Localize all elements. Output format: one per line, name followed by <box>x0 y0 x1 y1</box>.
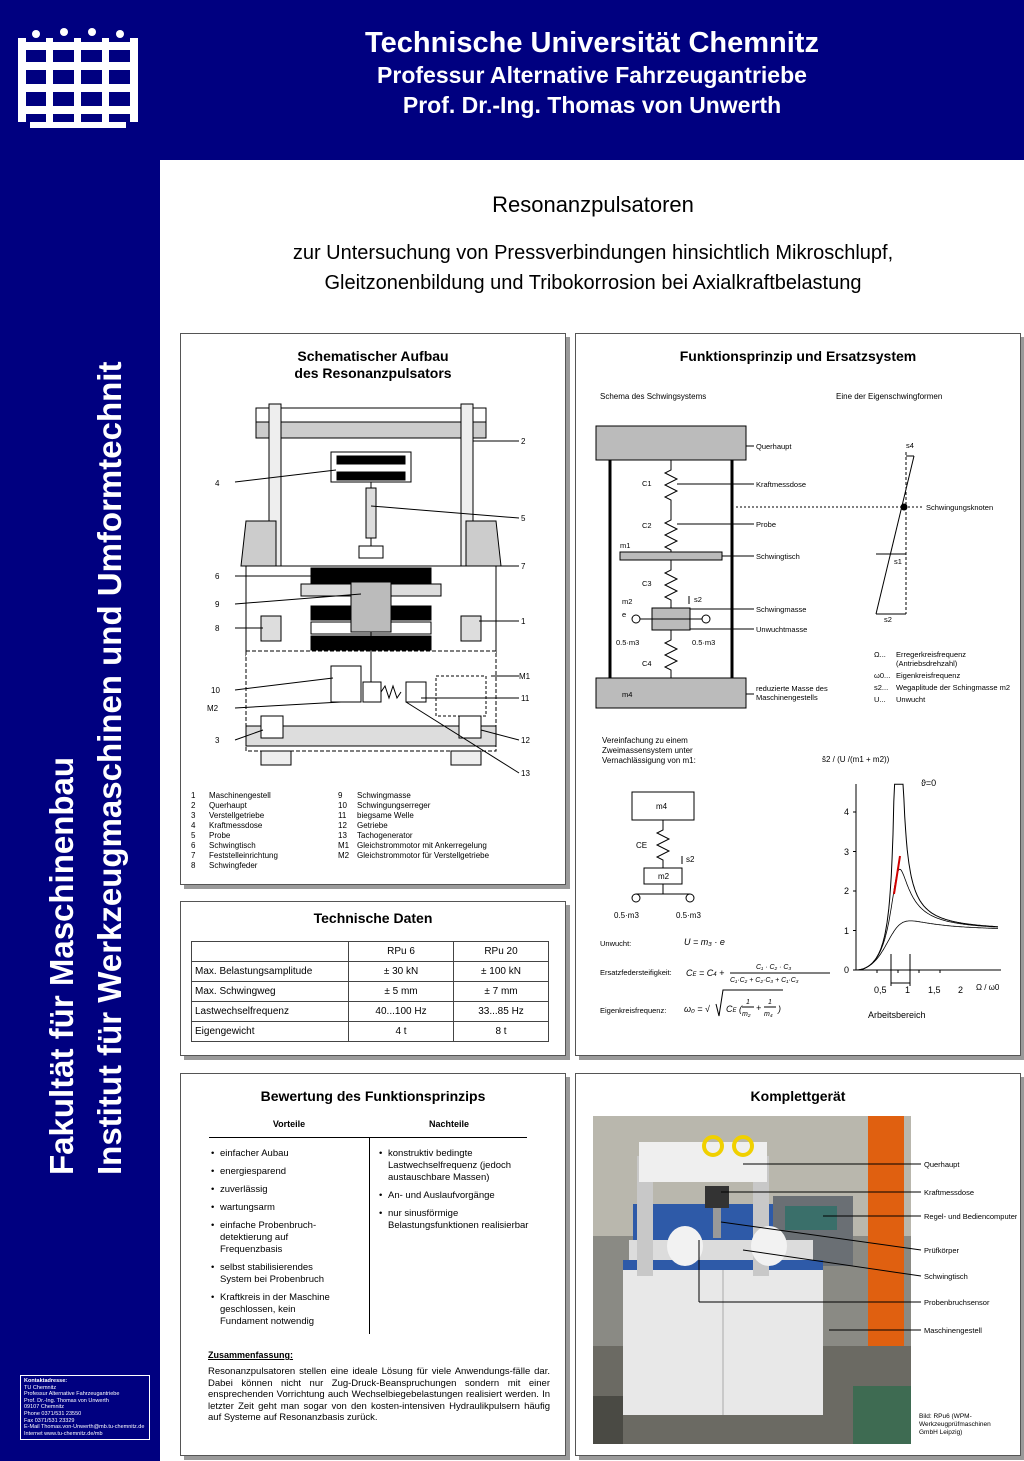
poster-subtitle <box>180 238 1006 298</box>
summary-label: Zusammenfassung: <box>208 1350 294 1360</box>
symbol-m4: m4 <box>622 690 633 699</box>
svg-text:C₁·C₂ + C₂·C₃ + C₁·C₃: C₁·C₂ + C₂·C₃ + C₁·C₃ <box>730 977 799 984</box>
schematic-callout: 11 <box>521 694 530 703</box>
poster-subtitle-line: zur Untersuchung von Pressverbindungen hinsichtlich Mikroschlupf, <box>292 242 894 264</box>
poster-title: Resonanzpulsatoren <box>492 192 694 217</box>
symbol-e: e <box>622 610 627 619</box>
y-tick-label: 1 <box>844 926 850 936</box>
photo-label: Prüfkörper <box>924 1246 960 1255</box>
symbol-legend-row: ω0... Eigenkreisfrequenz <box>874 671 961 680</box>
table-row <box>192 962 549 982</box>
svg-text:U = m₃ · e: U = m₃ · e <box>684 937 725 947</box>
symbol-c2: C2 <box>642 521 652 530</box>
symbol-m1: m1 <box>620 541 631 550</box>
simplification-line: Vereinfachung zu einem <box>602 736 688 745</box>
table-cell: ± 100 kN <box>454 962 549 982</box>
contact-line: 09107 Chemnitz <box>24 1404 65 1411</box>
symbol-s2: s2 <box>694 595 702 604</box>
part-label: Querhaupt <box>756 442 792 451</box>
legend-row: 12 Getriebe <box>338 821 388 830</box>
symbol-legend-row: U... Unwucht <box>874 695 926 704</box>
list-item: • energiesparend <box>211 1166 341 1178</box>
x-axis-label: Ω / ω0 <box>976 983 1000 992</box>
table-cell: Max. Belastungsamplitude <box>192 962 349 982</box>
list-item: • Kraftkreis in der Maschine geschlossen, kein Fundament notwendig <box>211 1292 341 1328</box>
part-label: reduzierte Masse des <box>756 684 828 693</box>
techdata-table <box>191 941 549 1042</box>
eigen-label: Eine der Eigenschwingformen <box>836 392 943 401</box>
nachteile-list <box>379 1148 529 1238</box>
formula-label-eigenkreisfrequenz: Eigenkreisfrequenz: <box>600 1006 667 1015</box>
schematic-panel <box>180 333 566 885</box>
schematic-callout: 10 <box>211 686 220 695</box>
komplett-panel <box>575 1073 1021 1456</box>
sidebar-vertical-text <box>38 175 134 1175</box>
list-item: • einfacher Aubau <box>211 1148 341 1160</box>
list-item: • einfache Probenbruch-detektierung auf Frequenzbasis <box>211 1220 341 1256</box>
y-tick-label: 0 <box>844 965 850 975</box>
symbol-c1: C1 <box>642 479 652 488</box>
legend-row: 7 Feststelleinrichtung <box>191 851 278 860</box>
x-tick-label: 1 <box>905 985 911 995</box>
photo-label: Maschinengestell <box>924 1326 982 1335</box>
simplification-line: Vernachlässigung von m1: <box>602 756 696 765</box>
techdata-panel <box>180 901 566 1056</box>
y-axis-label: ŝ2 / (U /(m1 + m2)) <box>822 755 890 764</box>
contact-line: E-Mail Thomas.von-Unwerth@mb.tu-chemnitz.de <box>24 1424 145 1431</box>
summary-text: Resonanzpulsatoren stellen eine ideale Lösung für viele Anwendungs-fälle dar. Dabei können nicht nur Zug-Druck-Beanspruchungen sondern mit einer ensprechenden Vorrichtung auch Wechselbiegebelastungen realisiert werden. In letzter Zeit geht man sogar von den kosten-intensiven Hydraulikpulsern häufig auf Systeme auf Resonanzbasis zurück. <box>208 1366 550 1424</box>
contact-line: Fax 0371/531 23329 <box>24 1417 75 1424</box>
photo-label: Schwingtisch <box>924 1272 968 1281</box>
bewertung-title: Bewertung des Funktionsprinzips <box>260 1088 486 1104</box>
table-row <box>192 1002 549 1022</box>
formula-label-unwucht: Unwucht: <box>600 939 632 948</box>
list-item: • zuverlässig <box>211 1184 341 1196</box>
symbol-c3: C3 <box>642 579 652 588</box>
techdata-title: Technische Daten <box>313 910 433 926</box>
schematic-callout: 7 <box>521 562 526 571</box>
photo-label: Querhaupt <box>924 1160 960 1169</box>
legend-row: 11 biegsame Welle <box>338 811 414 820</box>
funktion-title: Funktionsprinzip und Ersatzsystem <box>679 348 917 364</box>
table-cell: 8 t <box>454 1022 549 1042</box>
symbol-m2: m2 <box>658 872 670 881</box>
part-label: Unwuchtmasse <box>756 625 808 634</box>
svg-text:1: 1 <box>746 999 750 1006</box>
photo-label: Regel- und Bediencomputer <box>924 1212 1017 1221</box>
symbol-s4: s4 <box>906 441 914 450</box>
schematic-callout: 4 <box>215 479 220 488</box>
schematic-title-line: Schematischer Aufbau <box>297 348 449 364</box>
symbol-half-m3: 0.5·m3 <box>692 638 716 647</box>
x-tick-label: 1,5 <box>928 985 941 995</box>
legend-row: M1 Gleichstrommotor mit Ankerregelung <box>338 841 487 850</box>
symbol-half-m3: 0.5·m3 <box>614 911 639 920</box>
curve-label: ϑ=0 <box>921 778 937 788</box>
university-logo <box>14 28 142 130</box>
symbol-s2: s2 <box>686 855 695 864</box>
table-cell: ± 7 mm <box>454 982 549 1002</box>
table-cell: ± 30 kN <box>349 962 454 982</box>
schematic-callout: 1 <box>521 617 526 626</box>
legend-row: 4 Kraftmessdose <box>191 821 263 830</box>
contact-line: Phone 0371/531 23550 <box>24 1410 82 1417</box>
node-label: Schwingungsknoten <box>926 503 994 512</box>
professor-name: Prof. Dr.-Ing. Thomas von Unwerth <box>402 92 782 118</box>
list-item: • wartungsarm <box>211 1202 341 1214</box>
table-cell: 4 t <box>349 1022 454 1042</box>
contact-line: Internet www.tu-chemnitz.de/mb <box>24 1430 103 1437</box>
schematic-callout: 5 <box>521 514 526 523</box>
table-row <box>192 1022 549 1042</box>
svg-text:+: + <box>756 1003 762 1013</box>
photo-label: Kraftmessdose <box>924 1188 975 1197</box>
list-item: • An- und Auslaufvorgänge <box>379 1190 529 1202</box>
legend-row: 2 Querhaupt <box>191 801 247 810</box>
y-tick-label: 4 <box>844 807 850 817</box>
contact-box <box>20 1375 150 1440</box>
part-label: Schwingtisch <box>756 552 800 561</box>
faculty-name: Fakultät für Maschinenbau <box>43 756 80 1175</box>
schematic-callout: 8 <box>215 624 220 633</box>
funktion-panel <box>575 333 1021 1056</box>
svg-text:): ) <box>778 1004 781 1014</box>
symbol-ce: CE <box>636 841 648 850</box>
komplett-title: Komplettgerät <box>750 1088 846 1104</box>
symbol-legend <box>874 650 1014 704</box>
x-tick-label: 2 <box>958 985 964 995</box>
svg-text:CE (: CE ( <box>726 1004 743 1014</box>
schematic-drawing <box>201 396 551 781</box>
svg-text:1: 1 <box>768 999 772 1006</box>
svg-text:C₁ · C₂ · C₃: C₁ · C₂ · C₃ <box>756 964 792 971</box>
schematic-callout: 9 <box>215 600 220 609</box>
symbol-m4: m4 <box>656 802 668 811</box>
table-header-cell: RPu 20 <box>454 942 549 962</box>
list-item: • nur sinusförmige Belastungsfunktionen realisierbar <box>379 1208 529 1232</box>
bewertung-divider <box>209 1137 527 1138</box>
table-cell: Lastwechselfrequenz <box>192 1002 349 1022</box>
contact-line: Prof. Dr.-Ing. Thomas von Unwerth <box>24 1397 109 1404</box>
list-item: • konstruktiv bedingte Lastwechselfrequenz (jedoch austauschbare Massen) <box>379 1148 529 1184</box>
legend-row: 9 Schwingmasse <box>338 791 411 800</box>
y-tick-label: 2 <box>844 886 850 896</box>
vorteile-list <box>211 1148 341 1334</box>
chair-name: Professur Alternative Fahrzeugantriebe <box>377 62 807 88</box>
symbol-s2: s2 <box>884 615 892 624</box>
table-cell: Max. Schwingweg <box>192 982 349 1002</box>
table-cell: 40...100 Hz <box>349 1002 454 1022</box>
contact-line: TU Chemnitz <box>24 1384 57 1391</box>
legend-row: 6 Schwingtisch <box>191 841 256 850</box>
bewertung-panel <box>180 1073 566 1456</box>
schematic-callout: 2 <box>521 437 526 446</box>
schema-label: Schema des Schwingsystems <box>600 392 707 401</box>
vorteile-label: Vorteile <box>272 1119 306 1129</box>
svg-text:CE = C4 +: CE = C4 + <box>686 968 725 978</box>
x-tick-label: 0,5 <box>874 985 887 995</box>
range-label: Arbeitsbereich <box>868 1010 926 1020</box>
legend-row: 13 Tachogenerator <box>338 831 413 840</box>
schematic-callout: 13 <box>521 769 530 778</box>
bewertung-column-divider <box>369 1137 370 1334</box>
table-row <box>192 982 549 1002</box>
contact-line: Professur Alternative Fahrzeugantriebe <box>24 1391 120 1398</box>
symbol-s1: s1 <box>894 557 902 566</box>
legend-row: 10 Schwingungserreger <box>338 801 431 810</box>
schematic-callout: M1 <box>519 672 531 681</box>
schematic-callout: 12 <box>521 736 530 745</box>
part-label: Probe <box>756 520 777 529</box>
symbol-half-m3: 0.5·m3 <box>676 911 701 920</box>
y-tick-label: 3 <box>844 847 850 857</box>
legend-row: 8 Schwingfeder <box>191 861 258 870</box>
part-label: Schwingmasse <box>756 605 807 614</box>
formula-label-federsteifigkeit: Ersatzfedersteifigkeit: <box>600 968 672 977</box>
schematic-legend-left <box>191 791 341 871</box>
header-title <box>200 26 984 120</box>
schematic-callout: 3 <box>215 736 220 745</box>
schematic-callout: 6 <box>215 572 220 581</box>
legend-row: 3 Verstellgetriebe <box>191 811 265 820</box>
working-range-curve <box>894 856 900 894</box>
machine-photo <box>593 1116 1017 1444</box>
table-cell: ± 5 mm <box>349 982 454 1002</box>
resonance-chart <box>786 754 1016 1026</box>
part-label: Kraftmessdose <box>756 480 807 489</box>
legend-row: 1 Maschinengestell <box>191 791 271 800</box>
list-item: • selbst stabilisierendes System bei Probenbruch <box>211 1262 341 1286</box>
contact-line: Kontaktadresse: <box>24 1378 68 1384</box>
photo-label: Probenbruchsensor <box>924 1298 990 1307</box>
university-name: Technische Universität Chemnitz <box>365 27 819 59</box>
photo-credit: Bild: RPu6 (WPM-Werkzeugprüfmaschinen GmbH Leipzig) <box>919 1413 991 1436</box>
two-mass-system <box>596 786 746 926</box>
legend-row: 5 Probe <box>191 831 231 840</box>
symbol-legend-row: s2... Wegaplitude der Schingmasse m2 <box>874 683 1011 692</box>
simplification-line: Zweimassensystem unter <box>602 746 693 755</box>
part-label: Maschinengestells <box>756 693 818 702</box>
nachteile-label: Nachteile <box>428 1119 470 1129</box>
schematic-legend-right <box>338 791 563 861</box>
table-cell: Eigengewicht <box>192 1022 349 1042</box>
table-header-row <box>192 942 549 962</box>
symbol-c4: C4 <box>642 659 652 668</box>
svg-text:m₄: m₄ <box>764 1011 773 1018</box>
poster-subtitle-line: Gleitzonenbildung und Tribokorrosion bei Axialkraftbelastung <box>324 272 862 294</box>
institute-name: Institut für Werkzeugmaschinen und Umformtechnit <box>91 361 128 1175</box>
svg-text:m₂: m₂ <box>742 1011 751 1018</box>
table-cell: 33...85 Hz <box>454 1002 549 1022</box>
table-header-cell <box>192 942 349 962</box>
symbol-m2: m2 <box>622 597 633 606</box>
schematic-title <box>181 348 565 382</box>
symbol-half-m3: 0.5·m3 <box>616 638 640 647</box>
symbol-legend-row: Ω... Erregerkreisfrequenz (Antriebsdrehzahl) <box>874 650 967 668</box>
schematic-callout: M2 <box>207 704 219 713</box>
schematic-title-line: des Resonanzpulsators <box>294 365 452 381</box>
legend-row: M2 Gleichstrommotor für Verstellgetriebe <box>338 851 490 860</box>
simplification-text <box>602 736 752 766</box>
table-header-cell: RPu 6 <box>349 942 454 962</box>
svg-text:ω₀ = √: ω₀ = √ <box>684 1004 710 1014</box>
